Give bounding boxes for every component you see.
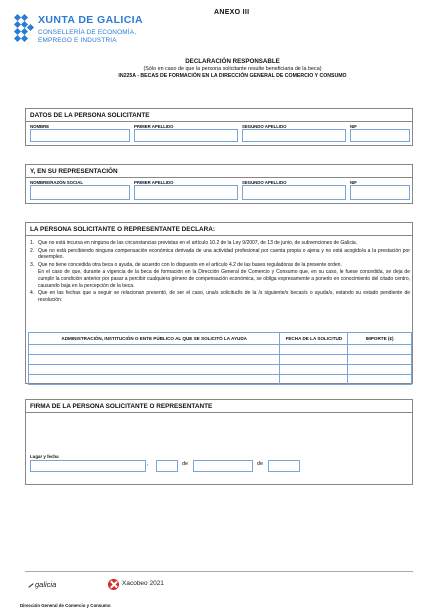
table-row (29, 375, 412, 385)
entity-column-header: ADMINISTRACIÓN, INSTITUCIÓN O ENTE PÚBLICO AL QUE SE SOLICITÓ LA AYUDA (29, 333, 280, 345)
date-cell[interactable] (280, 355, 348, 365)
representative-surname1-label: PRIMER APELLIDO (134, 180, 174, 185)
section-divider (26, 177, 412, 178)
logo-sub-line-1: CONSELLERÍA DE ECONOMÍA, (38, 29, 137, 36)
representative-surname2-label: SEGUNDO APELLIDO (242, 180, 287, 185)
declaration-number: 1. (30, 240, 35, 246)
table-row (29, 365, 412, 375)
table-row (29, 345, 412, 355)
day-field[interactable] (156, 460, 178, 472)
declaration-item-3 (30, 262, 410, 269)
aid-applications-table (28, 332, 412, 385)
date-column-header: FECHA DE LA SOLICITUD (280, 333, 348, 345)
xunta-logo (14, 10, 164, 54)
representative-nif-label: NIF (350, 180, 357, 185)
footer-divider (25, 571, 413, 572)
declaration-item-4 (30, 290, 410, 303)
galicia-mark-icon (28, 583, 33, 588)
annex-label: ANEXO III (214, 9, 250, 16)
representative-surname1-field[interactable] (134, 185, 238, 200)
de-separator-1: de (182, 461, 189, 467)
comma-separator: , (147, 461, 149, 467)
applicant-name-field[interactable] (30, 129, 130, 142)
signature-section (25, 399, 413, 485)
entity-cell[interactable] (29, 365, 280, 375)
amount-cell[interactable] (348, 345, 412, 355)
title-line-1: DECLARACIÓN RESPONSABLE (185, 58, 280, 65)
declaration-number: 3. (30, 261, 35, 268)
representative-nif-field[interactable] (350, 185, 410, 200)
declaration-item-2 (30, 248, 410, 261)
year-field[interactable] (268, 460, 300, 472)
representative-section (25, 164, 413, 204)
applicant-nif-label: NIF (350, 124, 357, 129)
declaration-text: Que en las fechas que a seguir se relacionan presentó, de ser el caso, una/s solicitud/s de la /s siguiente/s becas/s o ayuda/s, estando su estado pendiente de resolución: (38, 290, 410, 303)
declaration-text: Que no tiene concedida otra beca o ayuda, de acuerdo con lo dispuesto en el artículo 4.2 de las bases reguladoras de la presente orden. (38, 261, 342, 268)
date-cell[interactable] (280, 365, 348, 375)
declaration-text: Que no está percibiendo ninguna compensación económica derivada de una actividad profesional por cuenta propia o ajena y no está acogido/a a la prestación por desempleo. (38, 247, 410, 261)
month-field[interactable] (193, 460, 253, 472)
declaration-section-title: LA PERSONA SOLICITANTE O REPRESENTANTE DECLARA: (30, 226, 215, 233)
applicant-section (25, 108, 413, 146)
entity-cell[interactable] (29, 375, 280, 385)
amount-cell[interactable] (348, 365, 412, 375)
amount-cell[interactable] (348, 355, 412, 365)
declaration-text: Que no está incursa en ninguna de las circunstancias previstas en el artículo 10.2 de la Ley 9/2007, de 13 de junio, de subvenciones de Galicia. (38, 240, 358, 246)
title-line-2: (Sólo en caso de que la persona solicitante resulte beneficiaria de la beca) (143, 66, 322, 72)
declaration-list (30, 240, 410, 304)
applicant-name-label: NOMBRE (30, 124, 50, 129)
signature-section-title: FIRMA DE LA PERSONA SOLICITANTE O REPRESENTANTE (30, 403, 213, 410)
xacobeo-logo-text: Xacobeo 2021 (122, 580, 164, 587)
xacobeo-logo (108, 578, 188, 592)
applicant-surname1-label: PRIMER APELLIDO (134, 124, 174, 129)
date-cell[interactable] (280, 345, 348, 355)
galicia-logo-text: galicia (35, 580, 57, 589)
xacobeo-mark-icon (108, 579, 119, 590)
section-divider (26, 412, 412, 413)
amount-column-header: IMPORTE (€) (348, 333, 412, 345)
document-header (14, 8, 425, 56)
applicant-surname2-label: SEGUNDO APELLIDO (242, 124, 287, 129)
amount-cell[interactable] (348, 375, 412, 385)
galicia-logo (28, 580, 56, 589)
date-cell[interactable] (280, 375, 348, 385)
applicant-nif-field[interactable] (350, 129, 410, 142)
representative-section-title: Y, EN SU REPRESENTACIÓN (30, 168, 118, 175)
place-date-label: Lugar y fecha (30, 454, 59, 459)
de-separator-2: de (257, 461, 264, 467)
place-field[interactable] (30, 460, 146, 472)
declaration-item-1 (30, 240, 410, 247)
section-divider (26, 121, 412, 122)
table-row (29, 355, 412, 365)
xunta-emblem-icon (14, 14, 34, 44)
representative-name-label: NOMBRE/RAZÓN SOCIAL (30, 180, 83, 185)
declaration-section (25, 222, 413, 384)
entity-cell[interactable] (29, 345, 280, 355)
applicant-section-title: DATOS DE LA PERSONA SOLICITANTE (30, 112, 150, 119)
applicant-surname1-field[interactable] (134, 129, 238, 142)
applicant-surname2-field[interactable] (242, 129, 346, 142)
section-divider (26, 235, 412, 236)
representative-surname2-field[interactable] (242, 185, 346, 200)
logo-name: XUNTA DE GALICIA (38, 14, 143, 26)
logo-sub-line-2: EMPREGO E INDUSTRIA (38, 37, 117, 44)
logo-subtitle (38, 29, 136, 45)
document-title (14, 58, 425, 79)
declaration-number: 4. (30, 290, 35, 297)
declaration-note: En el caso de que, durante a vigencia de la beca de formación en la Dirección General de Comercio y Consumo que, en su caso, le fuese concedida, se deja de cumplir la condición anterior por pasar a percibir cualquiera género de compensación económica, se obliga expresamente a ponerlo en conocimiento del citado centro, causando baja en la percepción de la beca. (38, 269, 410, 289)
table-header-row (29, 333, 412, 345)
entity-cell[interactable] (29, 355, 280, 365)
title-line-3: IN225A - BECAS DE FORMACIÓN EN LA DIRECCIÓN GENERAL DE COMERCIO Y CONSUMO (118, 73, 347, 79)
representative-name-field[interactable] (30, 185, 130, 200)
declaration-number: 2. (30, 247, 35, 254)
footer-department: Dirección General de Comercio y Consumo (20, 603, 111, 608)
